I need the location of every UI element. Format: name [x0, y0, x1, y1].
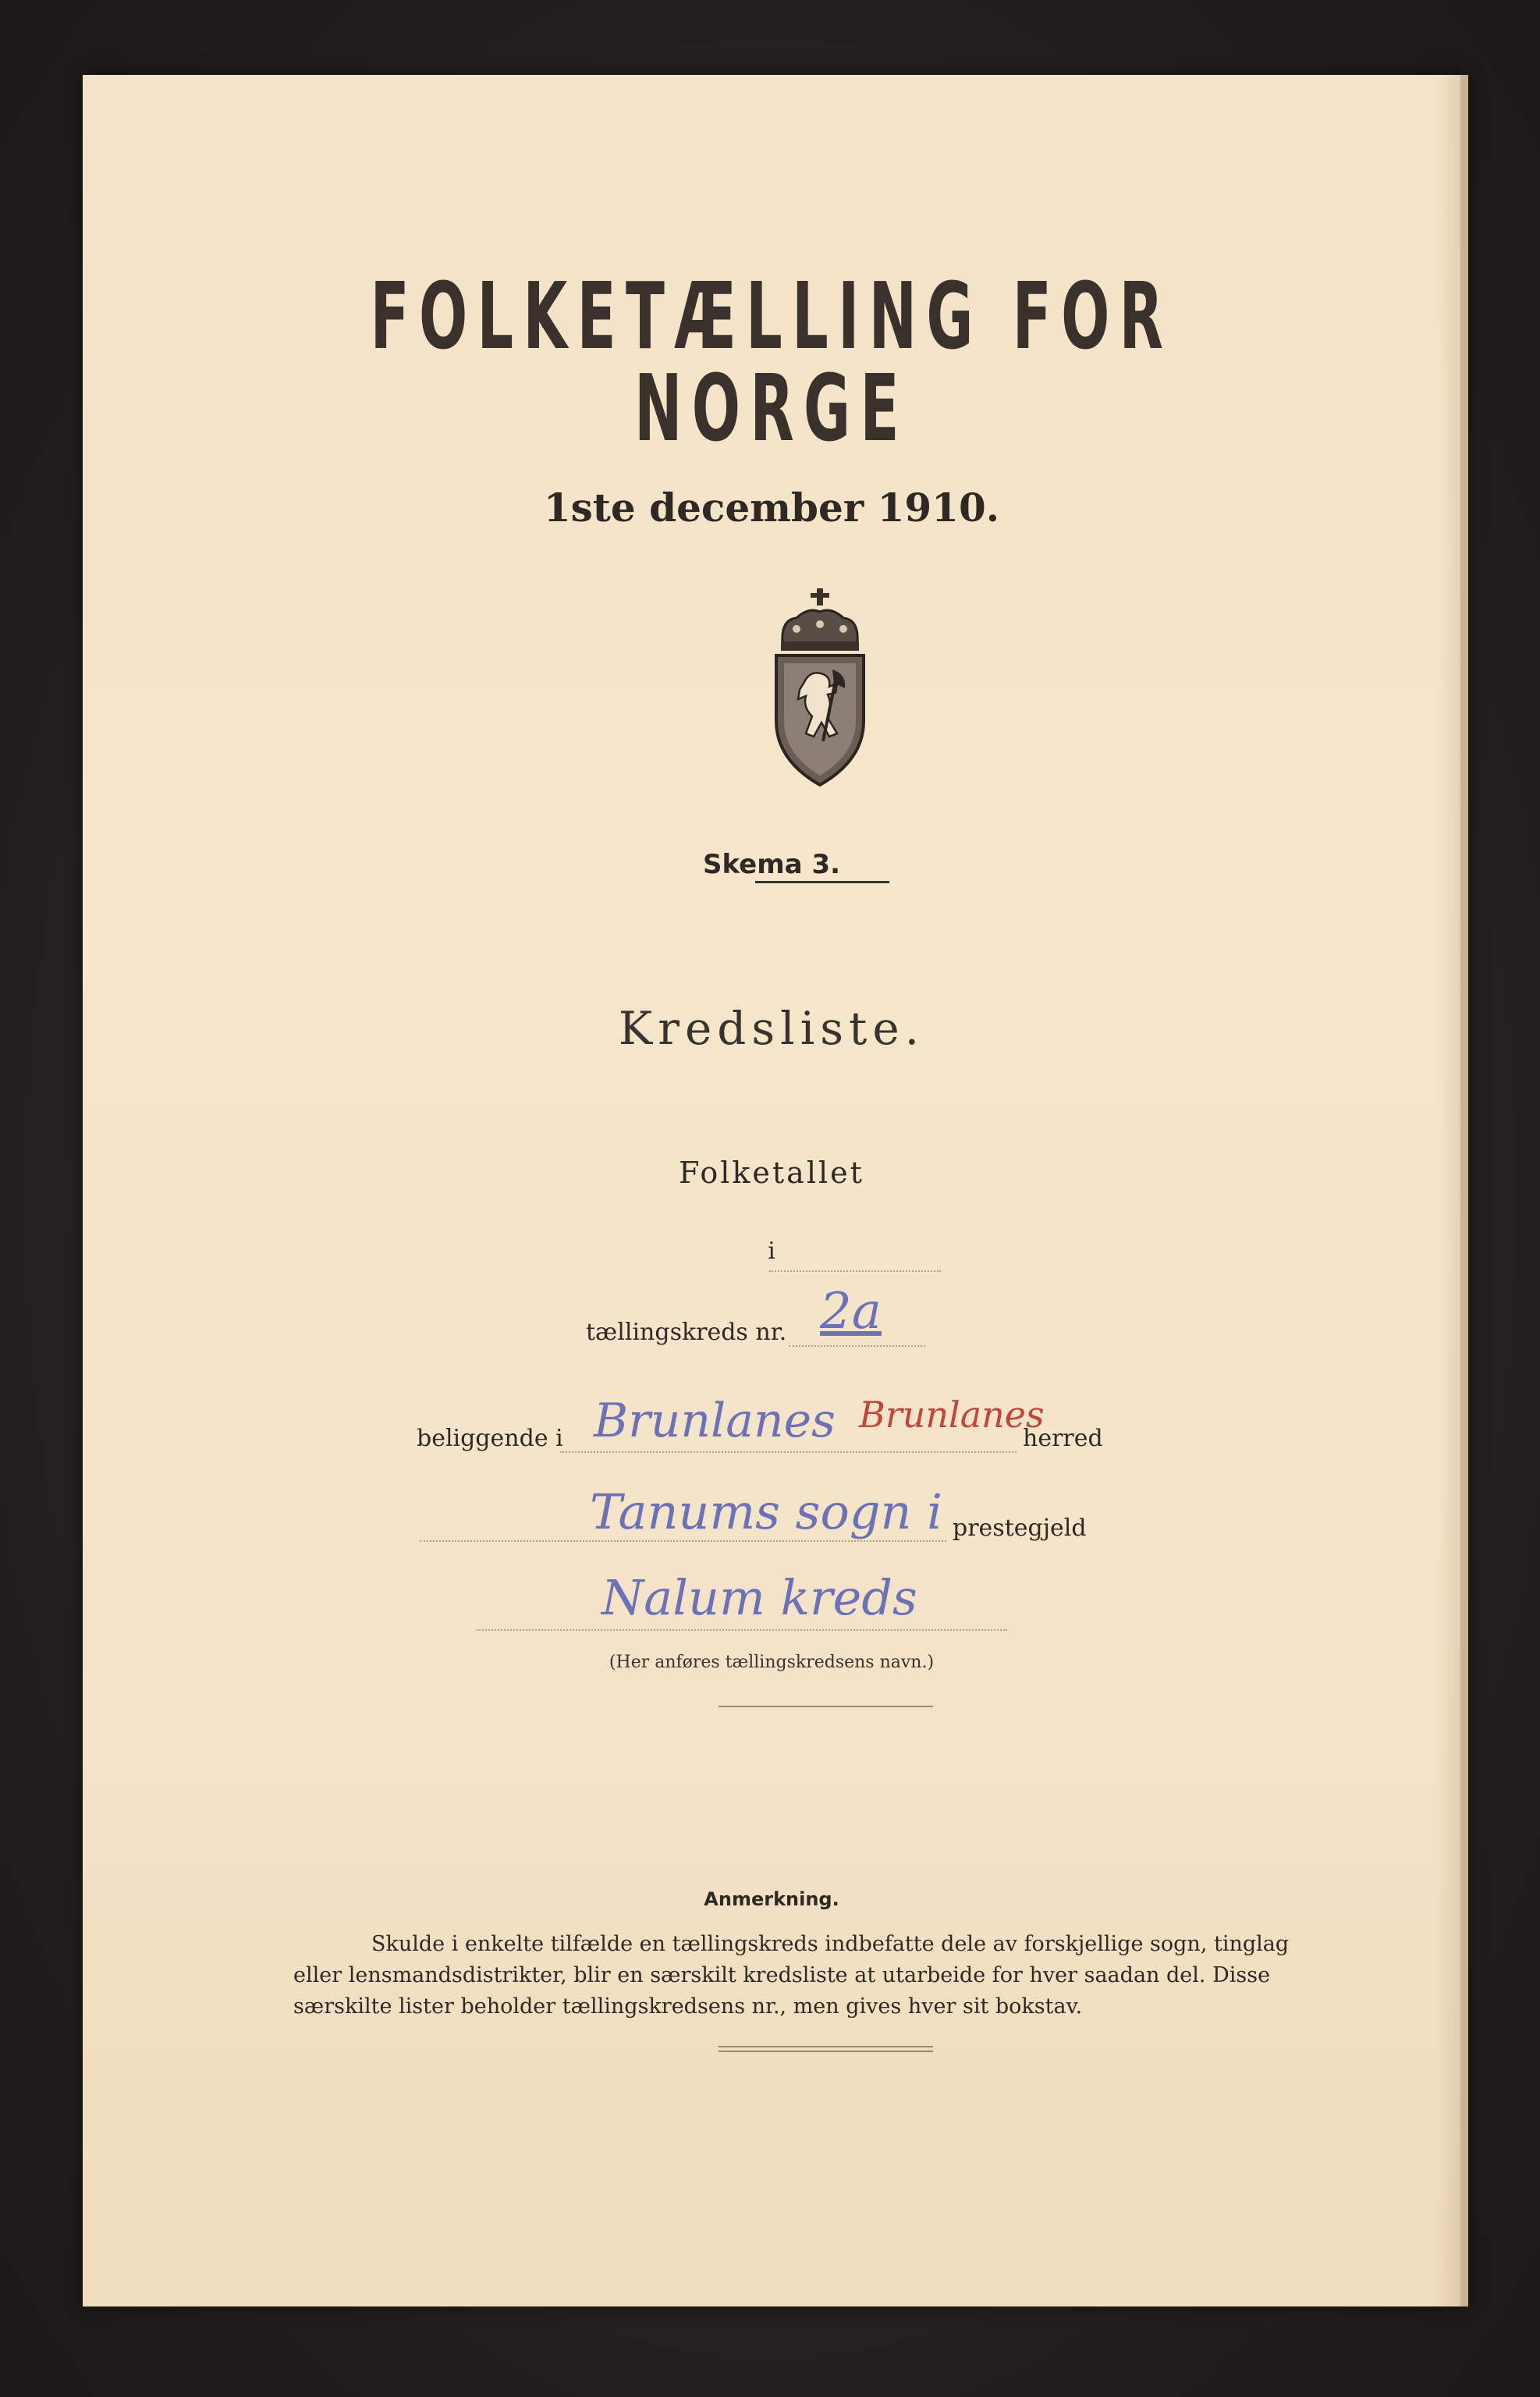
census-form-page	[83, 75, 1468, 2306]
kreds-navn-value[interactable]: Nalum kreds	[601, 1569, 917, 1626]
schema-number: Skema 3.	[702, 849, 841, 880]
kreds-navn-dotted-line	[477, 1629, 1007, 1631]
kreds-number-label: tællingskreds nr.	[586, 1319, 787, 1346]
sogn-name: Tanums sogn i	[590, 1483, 942, 1540]
remark-text	[293, 1929, 1362, 2022]
herred-value[interactable]: Brunlanes	[594, 1394, 836, 1448]
remark-line-3: særskilte lister beholder tællingskredsens nr., men gives hver sit bokstav.	[293, 1994, 1083, 2019]
i-dotted-line	[769, 1270, 941, 1272]
norwegian-coat-of-arms-icon	[765, 588, 875, 787]
census-date: 1ste december 1910.	[543, 485, 1000, 531]
folketallet-label: Folketallet	[679, 1156, 864, 1190]
herred-label: herred	[1023, 1425, 1103, 1452]
bottom-rule-top	[719, 2046, 933, 2047]
sogn-value[interactable]	[590, 1483, 942, 1540]
sogn-correction[interactable]: Brunlanes	[859, 1394, 1045, 1436]
document-type-heading: Kredsliste.	[618, 1002, 925, 1055]
section-divider	[719, 1706, 933, 1707]
page-title: FOLKETÆLLING FOR NORGE	[370, 262, 1173, 462]
kreds-number-value[interactable]: 2a	[820, 1283, 882, 1341]
i-label: i	[768, 1238, 775, 1265]
kreds-number-dotted-line	[789, 1345, 925, 1347]
herred-dotted-line	[560, 1451, 1017, 1453]
remark-title: Anmerkning.	[704, 1888, 839, 1910]
prestegjeld-label: prestegjeld	[953, 1515, 1087, 1542]
remark-line-1: Skulde i enkelte tilfælde en tællingskreds indbefatte dele av forskjellige sogn, tinglag	[371, 1932, 1290, 1956]
beliggende-label: beliggende i	[417, 1425, 563, 1452]
schema-underline	[755, 881, 889, 883]
remark-line-2: eller lensmandsdistrikter, blir en særskilt kredsliste at utarbeide for hver saadan del. Disse	[293, 1963, 1271, 1987]
prestegjeld-dotted-line	[420, 1540, 946, 1542]
kreds-navn-hint: (Her anføres tællingskredsens navn.)	[609, 1653, 935, 1672]
bottom-rule-bottom	[719, 2051, 933, 2052]
